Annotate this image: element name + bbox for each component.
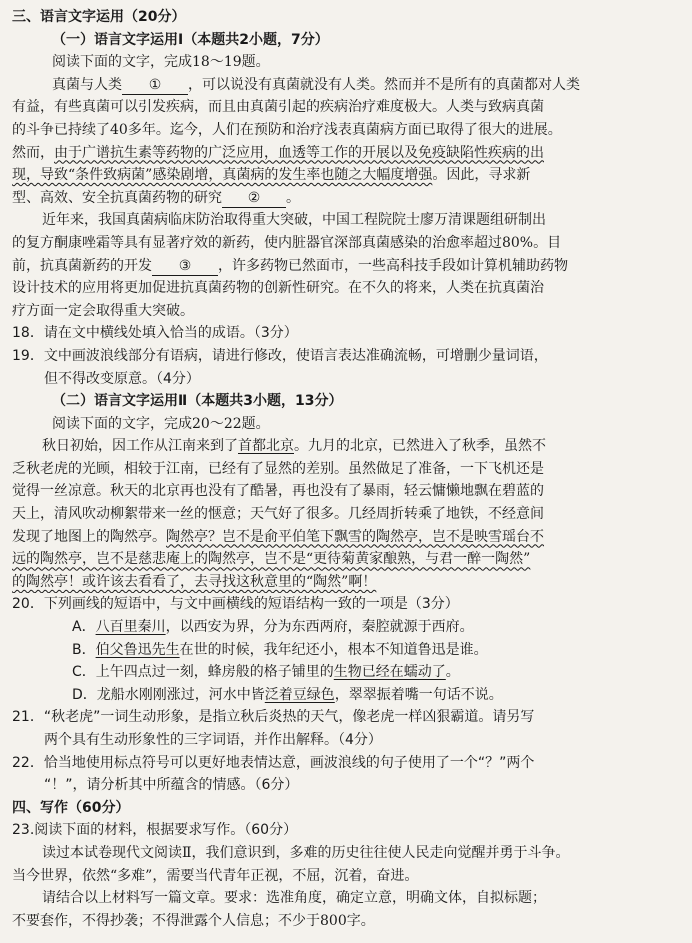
text: ，许多药物已然面市，一些高科技手段如计算机辅助药物 [218,257,568,274]
option-a [12,616,678,639]
passage-line [12,187,678,210]
option-key: C． [72,664,96,681]
question-19-cont: 但不得改变原意。（4分） [44,370,200,387]
text: ，以西安为界，分为东西两府，秦腔就源于西府。 [165,619,474,636]
underlined-phrase: 八百里秦川 [95,619,166,636]
wavy-sentence: 的陶然亭！或许该去看看了，去寻找这秋意里的“陶然”啊！ [12,573,377,590]
wavy-sentence: 陶然亭？岂不是俞平伯笔下飘雪的陶然亭，岂不是映雪瑶台不 [166,528,544,545]
option-b [12,639,678,662]
text: 真菌与人类 [52,76,122,93]
subsection-1-title: （一）语言文字运用Ⅰ（本题共2小题，7分） [52,31,329,48]
question-21: 21．“秋老虎”一词生动形象，是指立秋后炎热的天气，像老虎一样凶狠霸道。请另写 [12,709,535,726]
passage-line: 的斗争已持续了40多年。迄今，人们在预防和治疗浅表真菌病方面已取得了很大的进展。 [12,121,562,138]
passage-line: 疗方面一定会取得重大突破。 [12,302,194,319]
option-key: B． [72,641,96,658]
option-d [12,684,678,707]
text: 。 [286,189,300,206]
question-23: 23.阅读下面的材料，根据要求写作。（60分） [12,822,298,839]
text: 龙船水刚刚涨过，河水中皆 [96,686,265,703]
passage-line [12,526,678,549]
text: 然而， [12,144,54,161]
text: 秋日初始，因工作从江南来到了 [42,438,238,455]
wavy-sentence: 远的陶然亭，岂不是慈悲庵上的陶然亭，岂不是“更待菊黄家酿熟，与君一醉一陶然” [12,551,531,568]
text: 。因此，寻求新 [432,167,531,184]
underlined-phrase: 生物已经在蠕动了 [333,664,446,681]
text: 。九月的北京，已然进入了秋季，虽然不 [294,438,546,455]
passage-line [12,142,678,165]
passage-line [12,164,678,187]
passage-line [12,74,678,97]
text: 型、高效、安全抗真菌药物的研究 [12,189,222,206]
underlined-phrase: 首都北京 [238,438,294,455]
question-22: 22．恰当地使用标点符号可以更好地表情达意，画波浪线的句子使用了一个“？”两个 [12,754,535,771]
material-line: 读过本试卷现代文阅读Ⅱ，我们意识到，多难的历史往往使人民走向觉醒并勇于斗争。 [42,844,570,861]
option-key: A． [72,619,96,636]
passage-line: 近年来，我国真菌病临床防治取得重大突破，中国工程院院士廖万清课题组研制出 [42,212,546,229]
passage-line: 的复方酮康唑霜等具有显著疗效的新药，使内脏器官深部真菌感染的治愈率超过80%。目 [12,234,562,251]
passage-1 [12,74,678,210]
passage-line [12,255,678,278]
text: 。 [445,664,460,681]
reading-instruction-1: 阅读下面的文字，完成18～19题。 [52,54,270,71]
requirement-line: 请结合以上材料写一篇文章。要求：选准角度，确定立意，明确文体，自拟标题； [42,890,546,907]
reading-instruction-2: 阅读下面的文字，完成20～22题。 [52,415,270,432]
underlined-phrase: 泛着豆绿色 [264,686,335,703]
option-key: D． [72,686,97,703]
section-4-title: 四、写作（60分） [12,799,130,816]
subsection-2-title: （二）语言文字运用Ⅱ（本题共3小题，13分） [52,393,343,410]
requirement-line: 不要套作，不得抄袭；不得泄露个人信息；不少于800字。 [12,912,375,929]
passage-line [12,571,678,594]
wavy-sentence: 现，导致“条件致病菌”感染剧增，真菌病的发生率也随之大幅度增强 [12,167,433,184]
wavy-sentence: 由于广谱抗生素等药物的广泛应用，血透等工作的开展以及免疫缺陷性疾病的出 [54,144,544,161]
passage-line [12,435,678,458]
blank-3: ③ [152,257,218,276]
passage-3 [12,435,678,593]
passage-line [12,548,678,571]
passage-line: 觉得一丝凉意。秋天的北京再也没有了酷暑，再也没有了暴雨，轻云慵懒地飘在碧蓝的 [12,483,544,500]
blank-2: ② [222,189,286,208]
question-18: 18．请在文中横线处填入恰当的成语。（3分） [12,325,298,342]
text: 发现了地图上的陶然亭。 [12,528,166,545]
text: 前，抗真菌新药的开发 [12,257,152,274]
underlined-phrase: 伯父鲁迅先生 [95,641,180,658]
question-22-cont: “！”，请分析其中所蕴含的情感。（6分） [44,777,299,794]
text: 在世的时候，我年纪还小，根本不知道鲁迅是谁。 [179,641,488,658]
passage-line: 有益，有些真菌可以引发疾病，而且由真菌引起的疾病治疗难度极大。人类与致病真菌 [12,99,544,116]
text: 上午四点过一刻，蜂房般的格子铺里的 [95,664,334,681]
passage-2 [12,209,678,322]
passage-line: 天上，清风吹动柳絮带来一丝的惬意；天气好了很多。几经周折转乘了地铁，不经意间 [12,506,544,523]
question-20: 20．下列画线的短语中，与文中画横线的短语结构一致的一项是（3分） [12,596,459,613]
text: ，可以说没有真菌就没有人类。然而并不是所有的真菌都对人类 [188,76,580,93]
material-line: 当今世界，依然“多难”，需要当代青年正视，不屈，沉着，奋进。 [12,867,419,884]
blank-1: ① [122,76,188,95]
passage-line: 设计技术的应用将更加促进抗真菌药物的创新性研究。在不久的将来，人类在抗真菌治 [12,280,544,297]
passage-line: 乏秋老虎的光顾，相较于江南，已经有了显然的差别。虽然做足了准备，一下飞机还是 [12,460,544,477]
option-c [12,661,678,684]
text: ，翠翠振着嘴一句话不说。 [334,686,503,703]
question-19: 19．文中画波浪线部分有语病，请进行修改，使语言表达准确流畅，可增删少量词语， [12,347,548,364]
section-3-title: 三、语言文字运用（20分） [12,9,186,25]
question-21-cont: 两个具有生动形象性的三字词语，并作出解释。（4分） [44,732,382,748]
